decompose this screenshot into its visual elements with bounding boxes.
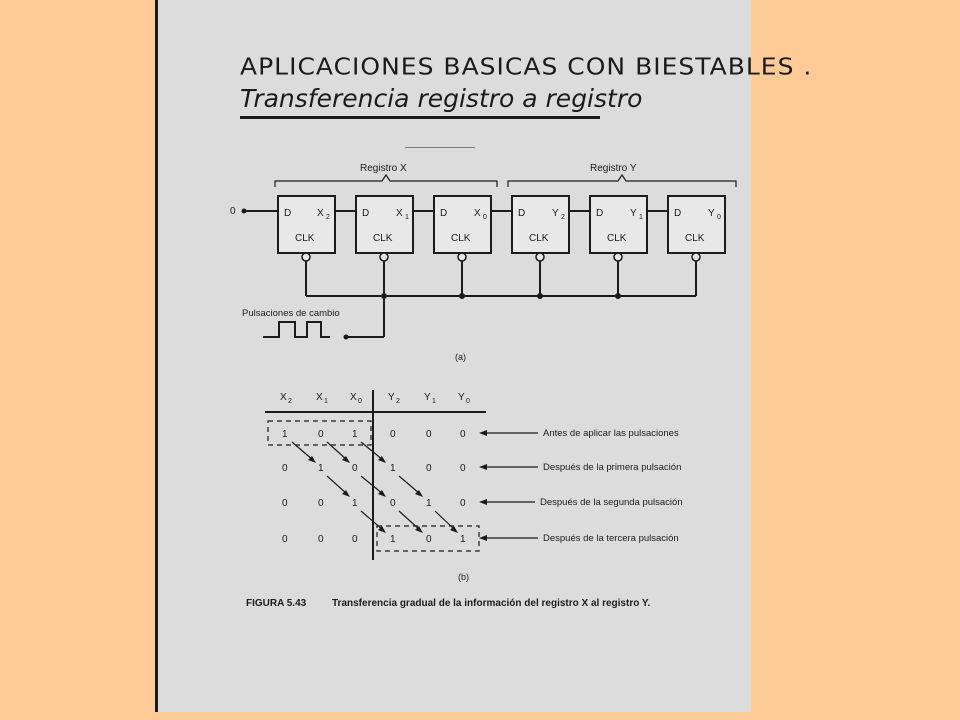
svg-text:1: 1 — [352, 498, 358, 509]
svg-text:0: 0 — [460, 429, 466, 440]
svg-text:0: 0 — [390, 498, 396, 509]
register-y-label: Registro Y — [590, 163, 637, 174]
svg-text:1: 1 — [318, 463, 324, 474]
figure-label: FIGURA 5.43 — [246, 598, 307, 609]
register-y-brace — [508, 175, 736, 187]
svg-text:Después de la segunda pulsació: Después de la segunda pulsación — [540, 497, 683, 508]
svg-text:0: 0 — [352, 534, 358, 545]
svg-text:2: 2 — [288, 398, 292, 405]
pulse-label: Pulsaciones de cambio — [242, 308, 340, 319]
svg-text:Y: Y — [630, 208, 637, 219]
svg-text:Antes de aplicar las pulsacion: Antes de aplicar las pulsaciones — [543, 428, 679, 439]
svg-text:0: 0 — [460, 463, 466, 474]
svg-text:X: X — [280, 392, 287, 403]
page-subtitle: Transferencia registro a registro — [240, 84, 643, 113]
svg-text:1: 1 — [352, 429, 358, 440]
svg-text:0: 0 — [318, 429, 324, 440]
svg-text:0: 0 — [390, 429, 396, 440]
svg-text:D: D — [440, 208, 448, 219]
svg-text:X: X — [316, 392, 323, 403]
svg-text:D: D — [362, 208, 370, 219]
svg-text:1: 1 — [460, 534, 466, 545]
svg-text:1: 1 — [390, 534, 396, 545]
svg-text:0: 0 — [466, 398, 470, 405]
svg-text:0: 0 — [352, 463, 358, 474]
svg-text:Y: Y — [552, 208, 559, 219]
register-x-brace — [275, 175, 497, 187]
svg-text:0: 0 — [318, 534, 324, 545]
table-header — [280, 392, 470, 405]
svg-text:0: 0 — [460, 498, 466, 509]
svg-text:Después de la primera pulsació: Después de la primera pulsación — [543, 462, 682, 473]
svg-text:CLK: CLK — [529, 233, 549, 244]
svg-text:X: X — [396, 208, 403, 219]
svg-text:1: 1 — [390, 463, 396, 474]
svg-text:0: 0 — [282, 498, 288, 509]
flipflop-x0 — [434, 196, 491, 261]
svg-text:Y: Y — [424, 392, 431, 403]
clock-bus — [306, 261, 696, 340]
flipflop-y0 — [668, 196, 725, 261]
register-x-label: Registro X — [360, 163, 407, 174]
svg-text:CLK: CLK — [607, 233, 627, 244]
figure-caption: Transferencia gradual de la información del registro X al registro Y. — [332, 598, 651, 609]
svg-text:0: 0 — [282, 463, 288, 474]
svg-text:1: 1 — [432, 398, 436, 405]
pulse-waveform-icon — [263, 322, 330, 337]
svg-text:1: 1 — [282, 429, 288, 440]
flipflop-x1 — [356, 196, 413, 261]
svg-text:Y: Y — [388, 392, 395, 403]
flipflop-y2 — [512, 196, 569, 261]
svg-text:0: 0 — [358, 398, 362, 405]
table-caption: (b) — [458, 572, 469, 582]
svg-text:D: D — [674, 208, 682, 219]
svg-text:1: 1 — [426, 498, 432, 509]
svg-text:X: X — [474, 208, 481, 219]
svg-text:2: 2 — [561, 214, 565, 221]
page-title: APLICACIONES BASICAS CON BIESTABLES . — [240, 53, 813, 80]
svg-text:0: 0 — [318, 498, 324, 509]
svg-text:CLK: CLK — [295, 233, 315, 244]
flipflop-y1 — [590, 196, 647, 261]
svg-text:Y: Y — [708, 208, 715, 219]
svg-text:2: 2 — [396, 398, 400, 405]
svg-text:D: D — [518, 208, 526, 219]
circuit-caption: (a) — [455, 352, 466, 362]
svg-text:1: 1 — [405, 214, 409, 221]
flipflop-x2 — [278, 196, 335, 261]
svg-text:0: 0 — [426, 429, 432, 440]
svg-text:1: 1 — [324, 398, 328, 405]
svg-text:0: 0 — [426, 463, 432, 474]
svg-text:0: 0 — [483, 214, 487, 221]
transfer-table — [265, 390, 683, 560]
serial-input-label: 0 — [230, 206, 236, 217]
svg-text:D: D — [284, 208, 292, 219]
svg-text:0: 0 — [282, 534, 288, 545]
shift-arrows — [292, 442, 458, 533]
svg-text:2: 2 — [326, 214, 330, 221]
svg-text:0: 0 — [717, 214, 721, 221]
svg-text:Y: Y — [458, 392, 465, 403]
row-annotations — [479, 428, 683, 544]
svg-text:CLK: CLK — [451, 233, 471, 244]
svg-text:CLK: CLK — [373, 233, 393, 244]
svg-text:X: X — [317, 208, 324, 219]
svg-text:Después de la tercera pulsació: Después de la tercera pulsación — [543, 533, 679, 544]
svg-text:X: X — [350, 392, 357, 403]
svg-text:0: 0 — [426, 534, 432, 545]
svg-text:D: D — [596, 208, 604, 219]
svg-text:CLK: CLK — [685, 233, 705, 244]
svg-text:1: 1 — [639, 214, 643, 221]
